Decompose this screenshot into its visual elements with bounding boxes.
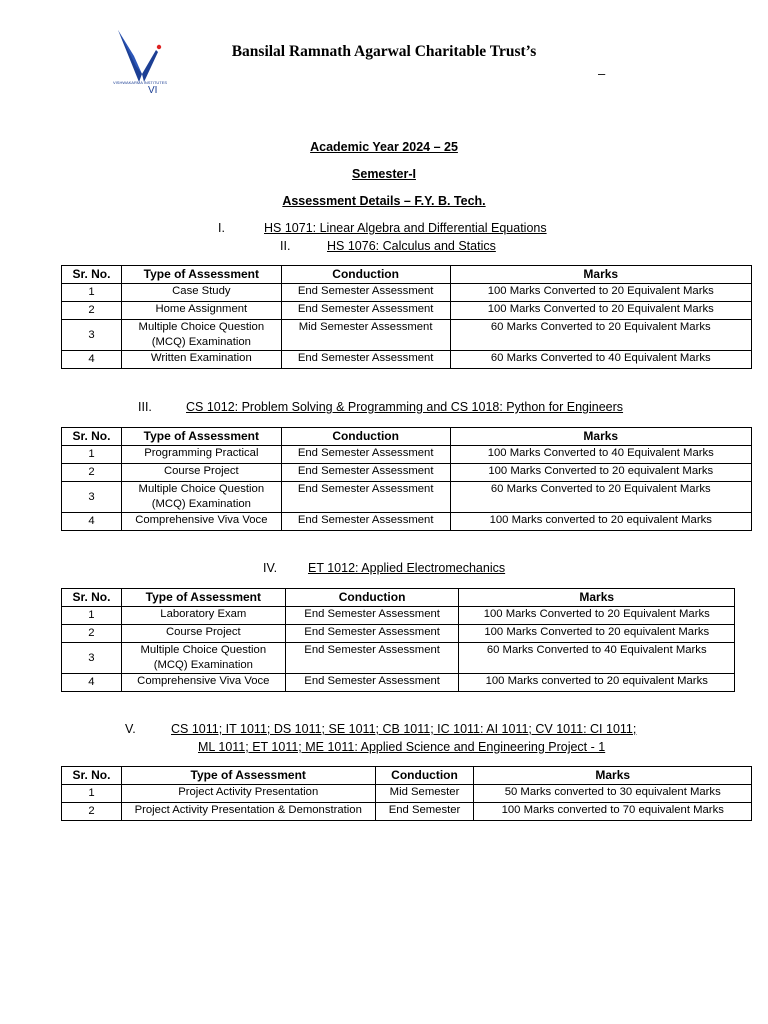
sr-no-cell: 4 bbox=[62, 674, 122, 692]
table-row bbox=[62, 284, 752, 302]
conduction-cell: End Semester bbox=[375, 803, 474, 821]
assessment-table bbox=[61, 427, 752, 531]
sr-no-cell: 4 bbox=[62, 351, 122, 369]
table-row bbox=[62, 464, 752, 482]
table-row bbox=[62, 674, 735, 692]
assessment-type-cell: Course Project bbox=[121, 464, 281, 482]
marks-cell: 50 Marks converted to 30 equivalent Marks bbox=[474, 785, 752, 803]
assessment-type-cell: Comprehensive Viva Voce bbox=[121, 674, 285, 692]
column-header: Type of Assessment bbox=[121, 767, 375, 785]
conduction-cell: End Semester Assessment bbox=[281, 302, 450, 320]
column-header: Sr. No. bbox=[62, 767, 122, 785]
course-title: HS 1071: Linear Algebra and Differential Equations bbox=[264, 221, 547, 235]
column-header: Marks bbox=[450, 428, 751, 446]
sr-no-cell: 3 bbox=[62, 643, 122, 674]
assessment-table bbox=[61, 588, 735, 692]
course-number: I. bbox=[218, 221, 225, 235]
course-title: HS 1076: Calculus and Statics bbox=[327, 239, 496, 253]
marks-cell: 100 Marks Converted to 40 Equivalent Marks bbox=[450, 446, 751, 464]
conduction-cell: End Semester Assessment bbox=[281, 482, 450, 513]
marks-cell: 60 Marks Converted to 20 Equivalent Marks bbox=[450, 482, 751, 513]
marks-cell: 60 Marks Converted to 40 Equivalent Marks bbox=[459, 643, 735, 674]
conduction-cell: End Semester Assessment bbox=[285, 643, 459, 674]
marks-cell: 100 Marks converted to 20 equivalent Marks bbox=[459, 674, 735, 692]
table-row bbox=[62, 643, 735, 674]
sr-no-cell: 1 bbox=[62, 607, 122, 625]
sr-no-cell: 2 bbox=[62, 464, 122, 482]
assessment-type-cell: Multiple Choice Question (MCQ) Examination bbox=[121, 320, 281, 351]
sr-no-cell: 3 bbox=[62, 482, 122, 513]
table-header-row bbox=[62, 767, 752, 785]
column-header: Marks bbox=[474, 767, 752, 785]
course-title: CS 1011; IT 1011; DS 1011; SE 1011; CB 1011; IC 1011: AI 1011; CV 1011: CI 1011; bbox=[171, 722, 637, 736]
marks-cell: 60 Marks Converted to 40 Equivalent Marks bbox=[450, 351, 751, 369]
assessment-type-cell: Home Assignment bbox=[121, 302, 281, 320]
assessment-title: Assessment Details – F.Y. B. Tech. bbox=[282, 194, 486, 208]
column-header: Sr. No. bbox=[62, 428, 122, 446]
conduction-cell: Mid Semester bbox=[375, 785, 474, 803]
assessment-type-cell: Course Project bbox=[121, 625, 285, 643]
column-header: Sr. No. bbox=[62, 589, 122, 607]
course-title: ET 1012: Applied Electromechanics bbox=[308, 561, 506, 575]
assessment-type-cell: Multiple Choice Question (MCQ) Examination bbox=[121, 482, 281, 513]
marks-cell: 100 Marks converted to 20 equivalent Marks bbox=[450, 513, 751, 531]
table-header-row bbox=[62, 428, 752, 446]
column-header: Type of Assessment bbox=[121, 428, 281, 446]
table-row bbox=[62, 803, 752, 821]
table-row bbox=[62, 607, 735, 625]
table-row bbox=[62, 482, 752, 513]
course-number: IV. bbox=[263, 561, 278, 575]
table-row bbox=[62, 351, 752, 369]
assessment-type-cell: Laboratory Exam bbox=[121, 607, 285, 625]
course-number: III. bbox=[138, 400, 152, 414]
table-row bbox=[62, 302, 752, 320]
conduction-cell: End Semester Assessment bbox=[281, 351, 450, 369]
sr-no-cell: 2 bbox=[62, 803, 122, 821]
column-header: Conduction bbox=[281, 428, 450, 446]
assessment-type-cell: Multiple Choice Question (MCQ) Examination bbox=[121, 643, 285, 674]
assessment-type-cell: Comprehensive Viva Voce bbox=[121, 513, 281, 531]
assessment-type-cell: Written Examination bbox=[121, 351, 281, 369]
sr-no-cell: 2 bbox=[62, 302, 122, 320]
assessment-type-cell: Project Activity Presentation & Demonstration bbox=[121, 803, 375, 821]
sr-no-cell: 1 bbox=[62, 785, 122, 803]
column-header: Marks bbox=[459, 589, 735, 607]
table-row bbox=[62, 446, 752, 464]
column-header: Conduction bbox=[285, 589, 459, 607]
trust-name: Bansilal Ramnath Agarwal Charitable Trust’s bbox=[231, 43, 537, 60]
conduction-cell: End Semester Assessment bbox=[281, 464, 450, 482]
sr-no-cell: 1 bbox=[62, 284, 122, 302]
marks-cell: 100 Marks Converted to 20 equivalent Marks bbox=[450, 464, 751, 482]
marks-cell: 100 Marks Converted to 20 Equivalent Marks bbox=[450, 284, 751, 302]
logo-mark: VI bbox=[148, 85, 158, 96]
marks-cell: 100 Marks Converted to 20 equivalent Marks bbox=[459, 625, 735, 643]
table-row bbox=[62, 320, 752, 351]
assessment-type-cell: Project Activity Presentation bbox=[121, 785, 375, 803]
marks-cell: 100 Marks Converted to 20 Equivalent Marks bbox=[450, 302, 751, 320]
semester-title: Semester-I bbox=[352, 167, 416, 181]
logo-caption: VISHWAKARMA INSTITUTES bbox=[113, 80, 168, 85]
column-header: Conduction bbox=[375, 767, 474, 785]
marks-cell: 60 Marks Converted to 20 Equivalent Marks bbox=[450, 320, 751, 351]
assessment-table bbox=[61, 766, 752, 821]
column-header: Sr. No. bbox=[62, 266, 122, 284]
assessment-type-cell: Programming Practical bbox=[121, 446, 281, 464]
conduction-cell: End Semester Assessment bbox=[285, 625, 459, 643]
column-header: Marks bbox=[450, 266, 751, 284]
conduction-cell: End Semester Assessment bbox=[285, 607, 459, 625]
institute-logo bbox=[112, 26, 168, 96]
marks-cell: 100 Marks Converted to 20 Equivalent Marks bbox=[459, 607, 735, 625]
table-row bbox=[62, 625, 735, 643]
assessment-type-cell: Case Study bbox=[121, 284, 281, 302]
sr-no-cell: 2 bbox=[62, 625, 122, 643]
course-number: V. bbox=[125, 722, 136, 736]
sr-no-cell: 4 bbox=[62, 513, 122, 531]
conduction-cell: End Semester Assessment bbox=[285, 674, 459, 692]
assessment-table bbox=[61, 265, 752, 369]
course-number: II. bbox=[280, 239, 291, 253]
sr-no-cell: 1 bbox=[62, 446, 122, 464]
conduction-cell: End Semester Assessment bbox=[281, 284, 450, 302]
marks-cell: 100 Marks converted to 70 equivalent Marks bbox=[474, 803, 752, 821]
conduction-cell: Mid Semester Assessment bbox=[281, 320, 450, 351]
column-header: Conduction bbox=[281, 266, 450, 284]
column-header: Type of Assessment bbox=[121, 589, 285, 607]
course-title: CS 1012: Problem Solving & Programming and CS 1018: Python for Engineers bbox=[186, 400, 624, 414]
table-row bbox=[62, 513, 752, 531]
conduction-cell: End Semester Assessment bbox=[281, 513, 450, 531]
column-header: Type of Assessment bbox=[121, 266, 281, 284]
sr-no-cell: 3 bbox=[62, 320, 122, 351]
academic-year: Academic Year 2024 – 25 bbox=[310, 140, 458, 154]
course-title: ML 1011; ET 1011; ME 1011: Applied Science and Engineering Project - 1 bbox=[198, 740, 606, 754]
conduction-cell: End Semester Assessment bbox=[281, 446, 450, 464]
trust-suffix: – bbox=[598, 66, 606, 81]
table-row bbox=[62, 785, 752, 803]
table-header-row bbox=[62, 589, 735, 607]
table-header-row bbox=[62, 266, 752, 284]
